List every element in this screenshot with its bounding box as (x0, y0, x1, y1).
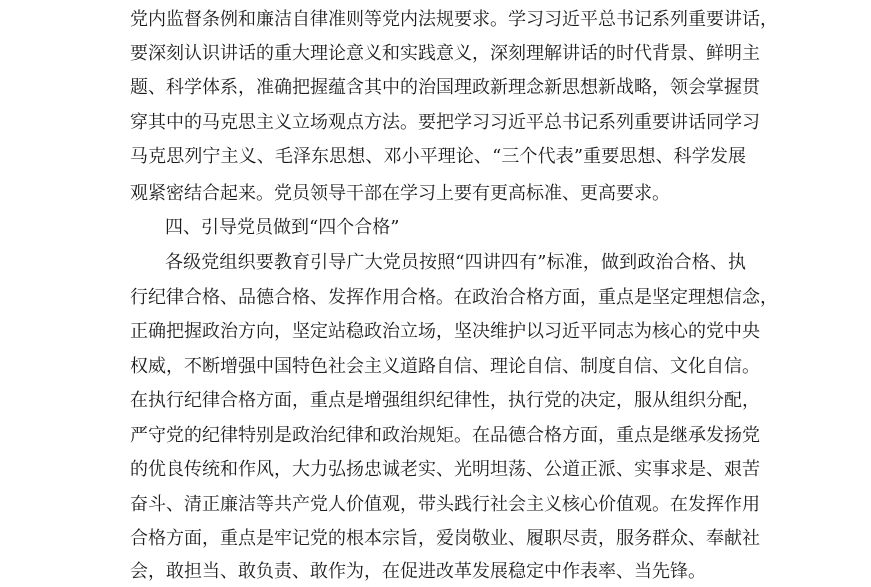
body-text-line: 观紧密结合起来。党员领导干部在学习上要有更高标准、更高要求。 (130, 183, 670, 204)
body-text-line: 马克思列宁主义、毛泽东思想、邓小平理论、“三个代表”重要思想、科学发展 (130, 146, 746, 167)
body-text-line: 党内监督条例和廉洁自律准则等党内法规要求。学习习近平总书记系列重要讲话， (130, 9, 778, 30)
body-text-line: 严守党的纪律特别是政治纪律和政治规矩。在品德合格方面，重点是继承发扬党 (130, 425, 760, 446)
body-text-line: 在执行纪律合格方面，重点是增强组织纪律性，执行党的决定，服从组织分配， (130, 390, 760, 411)
body-text-line: 正确把握政治方向，坚定站稳政治立场，坚决维护以习近平同志为核心的党中央 (130, 321, 760, 342)
body-text-line: 穿其中的马克思主义立场观点方法。要把学习习近平总书记系列重要讲话同学习 (130, 112, 760, 133)
body-text-line: 行纪律合格、品德合格、发挥作用合格。在政治合格方面，重点是坚定理想信念， (130, 287, 778, 308)
body-text-line: 的优良传统和作风，大力弘扬忠诚老实、光明坦荡、公道正派、实事求是、艰苦 (130, 459, 760, 480)
body-text-line: 奋斗、清正廉洁等共产党人价值观，带头践行社会主义核心价值观。在发挥作用 (130, 494, 760, 515)
body-text-line: 会，敢担当、敢负责、敢作为，在促进改革发展稳定中作表率、当先锋。 (130, 561, 706, 582)
body-text-line: 要深刻认识讲话的重大理论意义和实践意义，深刻理解讲话的时代背景、鲜明主 (130, 43, 760, 64)
section-heading: 四、引导党员做到“四个合格” (165, 217, 400, 238)
paragraph-first-line: 各级党组织要教育引导广大党员按照“四讲四有”标准，做到政治合格、执 (165, 252, 746, 273)
body-text-line: 权威，不断增强中国特色社会主义道路自信、理论自信、制度自信、文化自信。 (130, 356, 760, 377)
body-text-line: 合格方面，重点是牢记党的根本宗旨，爱岗敬业、履职尽责，服务群众、奉献社 (130, 528, 760, 549)
body-text-line: 题、科学体系，准确把握蕴含其中的治国理政新理念新思想新战略，领会掌握贯 (130, 77, 760, 98)
